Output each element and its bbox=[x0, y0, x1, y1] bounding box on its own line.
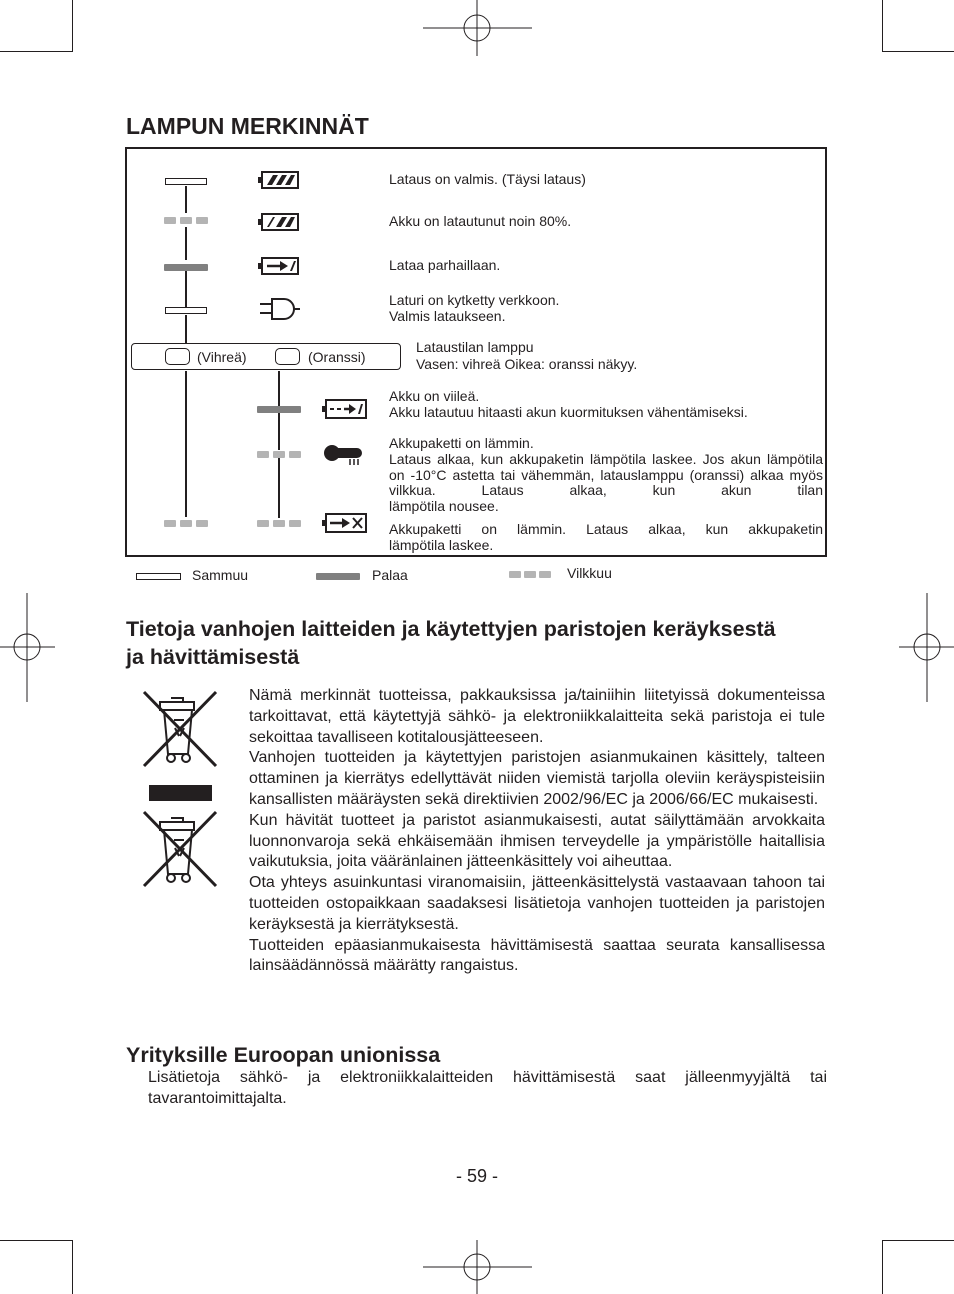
row-full-text: Lataus on valmis. (Täysi lataus) bbox=[389, 171, 586, 187]
orange-lamp-icon bbox=[275, 348, 300, 365]
section-title: LAMPUN MERKINNÄT bbox=[126, 113, 369, 139]
battery-full-icon bbox=[258, 170, 300, 190]
battery-charging-icon bbox=[258, 256, 300, 276]
connector-line bbox=[185, 315, 187, 344]
legend-off-swatch bbox=[136, 573, 181, 580]
disposal-paragraph: Ota yhteys asuinkuntasi viranomaisiin, jätteenkäsittelystä vastaavaan tahoon tai tuotteiden ostopaikkaan saadaksesi lisätietoja vanhojen tuotteiden ja paristojen keräyksestä ja kierrätyksestä. bbox=[249, 874, 825, 933]
disposal-title-line2: ja hävittämisestä bbox=[126, 645, 300, 669]
disposal-paragraph: Kun hävität tuotteet ja paristot asianmukaisesti, autat säilyttämään arvokkaita luonnonvaroja sekä ehkäisemään ihmisen terveydelle ja ympäristölle haitallisia vaikutuksia, joita vääränlainen jätteenkäsittely voi aiheuttaa. bbox=[249, 811, 825, 871]
cold-battery-text: Akku on viileä. Akku latautuu hitaasti akun kuormituksen vähentämiseksi. bbox=[389, 388, 748, 420]
page-number: - 59 - bbox=[455, 1166, 498, 1186]
lamp-blink-indicator bbox=[257, 520, 301, 527]
connector-line bbox=[185, 186, 187, 213]
orange-lamp-line bbox=[278, 371, 280, 406]
legend-blink-swatch bbox=[509, 571, 553, 578]
battery-80-icon bbox=[258, 212, 300, 232]
warm-battery-title: Akkupaketti on lämmin. bbox=[389, 435, 534, 451]
eu-title: Yrityksille Euroopan unionissa bbox=[126, 1043, 441, 1067]
hot-battery-body: Akkupaketti on lämmin. Lataus alkaa, kun akkupaketin bbox=[389, 521, 823, 537]
battery-error-icon bbox=[322, 512, 368, 534]
row-eighty-text: Akku on latautunut noin 80%. bbox=[389, 213, 572, 229]
hot-battery-text bbox=[389, 522, 823, 553]
warm-battery-body: Lataus alkaa, kun akkupaketin lämpötila laskee. Jos akun lämpötila on -10°C astetta tai vähemmän, latauslamppu (oranssi) alkaa myös vilkkua. Lataus alkaa, kun akun tilan bbox=[389, 451, 823, 498]
disposal-paragraph: Tuotteiden epäasianmukaisesta hävittämisestä saattaa seurata kansallisessa lainsäädännössä määrätty rangaistus. bbox=[249, 936, 825, 975]
green-lamp-label: (Vihreä) bbox=[197, 349, 247, 365]
warm-battery-text bbox=[389, 452, 823, 514]
connector-line bbox=[185, 227, 187, 260]
disposal-paragraph: Vanhojen tuotteiden ja käytettyjen paristojen asianmukainen käsittely, talteen ottaminen ja kierrätys edellyttävät niiden viemistä tarjolla oleviin keräyspisteisiin kansallisten määräysten sekä direktiivien 2002/96/EC ja 2006/66/EC mukaisesti. bbox=[249, 749, 825, 808]
battery-cold-icon bbox=[322, 398, 368, 420]
crossed-bin-icon bbox=[140, 688, 220, 770]
orange-lamp-line bbox=[278, 458, 280, 518]
legend-blink-label: Vilkkuu bbox=[567, 565, 612, 581]
disposal-title bbox=[126, 615, 776, 671]
row-charging-text: Lataa parhaillaan. bbox=[389, 257, 501, 273]
connector-line bbox=[185, 271, 187, 307]
legend-off-label: Sammuu bbox=[192, 567, 249, 583]
lamp-box-description: Lataustilan lamppu Vasen: vihreä Oikea: oranssi näkyy. bbox=[416, 339, 638, 372]
power-plug-icon bbox=[258, 296, 302, 322]
green-lamp-icon bbox=[165, 348, 190, 365]
lamp-blink-indicator bbox=[164, 520, 208, 527]
charge-status-lamp-box bbox=[131, 343, 401, 370]
lamp-blink-indicator bbox=[257, 451, 301, 458]
disposal-paragraph: Nämä merkinnät tuotteissa, pakkauksissa ja/tainiihin liitetyissä dokumenteissa tarkoittavat, että käytettyjä sähkö- ja elektroniikkalaitteita sekä paristoja ei tule sekoittaa tavalliseen kotitalousjätteeseen. bbox=[249, 687, 825, 746]
orange-lamp-label: (Oranssi) bbox=[308, 349, 366, 365]
disposal-title-line1: Tietoja vanhojen laitteiden ja käytettyjen paristojen keräyksestä bbox=[126, 617, 776, 641]
eu-text: Lisätietoja sähkö- ja elektroniikkalaitteiden hävittämisestä saat jälleenmyyjältä tai tavarantoimittajalta. bbox=[148, 1069, 827, 1107]
legend-on-label: Palaa bbox=[372, 567, 408, 583]
green-lamp-line bbox=[185, 371, 187, 517]
hot-battery-last-line: lämpötila laskee. bbox=[389, 536, 494, 553]
lamp-on-indicator bbox=[257, 406, 301, 413]
disposal-body bbox=[249, 686, 825, 977]
row-plugged-text: Laturi on kytketty verkkoon. Valmis lataukseen. bbox=[389, 292, 560, 324]
black-bar-icon bbox=[149, 785, 212, 801]
lamp-on-indicator bbox=[164, 264, 208, 271]
lamp-off-indicator bbox=[165, 307, 207, 314]
crossed-bin-icon bbox=[140, 808, 220, 890]
orange-lamp-line bbox=[278, 413, 280, 450]
lamp-off-indicator bbox=[165, 178, 207, 185]
thermometer-icon bbox=[322, 442, 368, 466]
warm-battery-last-line: lämpötila nousee. bbox=[389, 497, 499, 514]
legend-on-swatch bbox=[316, 573, 360, 580]
lamp-blink-indicator bbox=[164, 217, 208, 224]
